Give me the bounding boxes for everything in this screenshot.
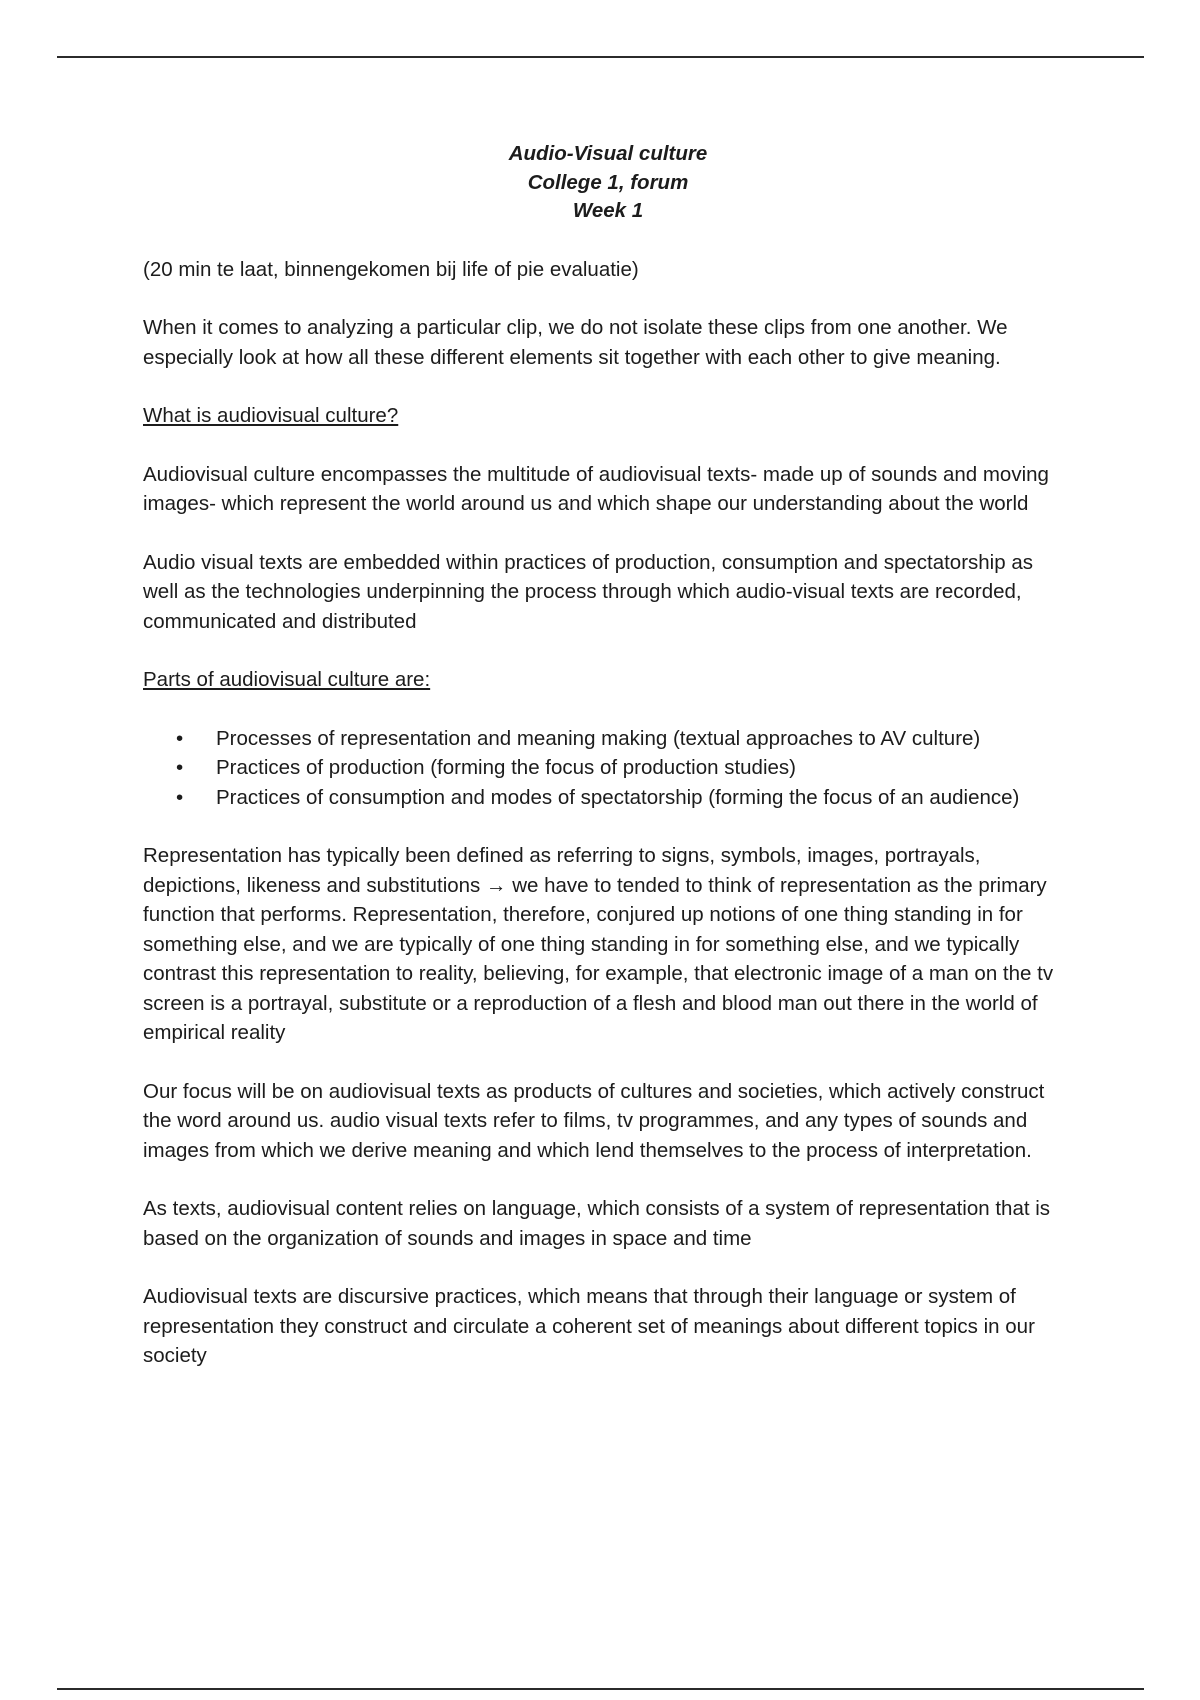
list-item: • Processes of representation and meaning making (textual approaches to AV culture) <box>216 724 1073 754</box>
document-title <box>143 140 1073 226</box>
title-line-3: Week 1 <box>572 199 644 222</box>
bullet-icon: • <box>176 756 184 779</box>
parts-list <box>143 724 1073 813</box>
paragraph-late-note: (20 min te laat, binnengekomen bij life of pie evaluatie) <box>143 257 639 281</box>
arrow-right-icon: → <box>486 873 507 897</box>
header-rule <box>57 56 1144 58</box>
paragraph-as-texts: As texts, audiovisual content relies on language, which consists of a system of representation that is based on the organization of sounds and images in space and time <box>143 1197 1051 1250</box>
list-item: • Practices of consumption and modes of spectatorship (forming the focus of an audience) <box>216 783 1073 813</box>
document-page <box>143 140 1073 1400</box>
paragraph-representation: Representation has typically been defined as referring to signs, symbols, images, portrayals, depictions, likeness and substitutions → we have to tended to think of representation as the primary function that performs. Representation, therefore, conjured up notions of one thing standing in for something else, and we are typically of one thing standing in for something else, and we typically contrast this representation to reality, believing, for example, that electronic image of a man on the tv screen is a portrayal, substitute or a reproduction of a flesh and blood man out there in the world of empirical reality <box>143 844 1054 1044</box>
title-line-2: College 1, forum <box>527 170 689 194</box>
paragraph-av-texts-embedded: Audio visual texts are embedded within practices of production, consumption and spectatorship as well as the technologies underpinning the process through which audio-visual texts are recorded, communicated and distributed <box>143 550 1033 633</box>
paragraph-av-culture-definition: Audiovisual culture encompasses the multitude of audiovisual texts- made up of sounds and moving images- which represent the world around us and which shape our understanding about the world <box>143 462 1049 515</box>
paragraph-our-focus: Our focus will be on audiovisual texts as products of cultures and societies, which actively construct the word around us. audio visual texts refer to films, tv programmes, and any types of sounds and images from which we derive meaning and which lend themselves to the process of interpretation. <box>143 1079 1045 1162</box>
paragraph-analyzing-clips: When it comes to analyzing a particular clip, we do not isolate these clips from one another. We especially look at how all these different elements sit together with each other to give meaning. <box>143 316 1008 369</box>
footer-rule <box>57 1688 1144 1690</box>
bullet-icon: • <box>176 726 184 750</box>
paragraph-discursive-practices: Audiovisual texts are discursive practices, which means that through their language or system of representation they construct and circulate a coherent set of meanings about different topics in our society <box>143 1285 1035 1367</box>
heading-parts-of-av-culture: Parts of audiovisual culture are: <box>143 668 431 691</box>
title-line-1: Audio-Visual culture <box>508 142 708 165</box>
bullet-icon: • <box>176 785 184 809</box>
list-item: • Practices of production (forming the focus of production studies) <box>216 753 1073 783</box>
heading-what-is-av-culture: What is audiovisual culture? <box>143 404 399 427</box>
